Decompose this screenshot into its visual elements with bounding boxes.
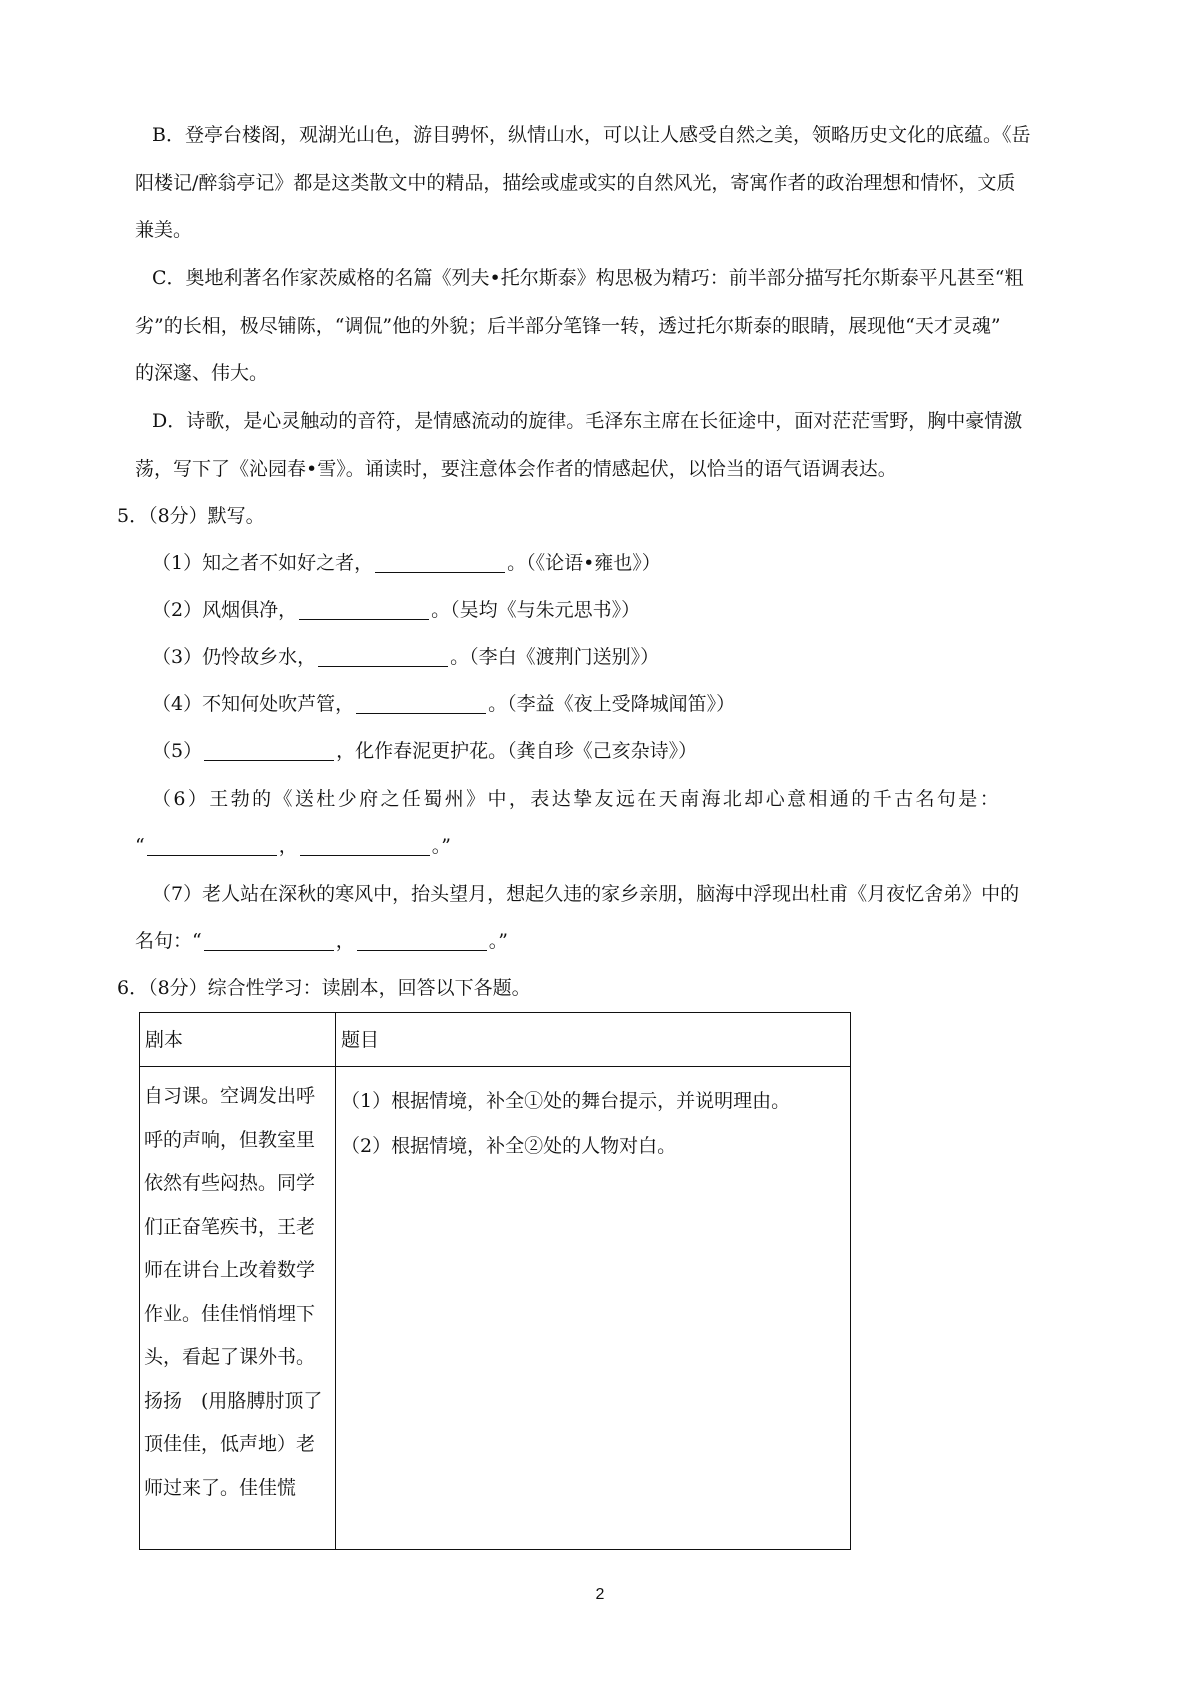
answer-blank[interactable] — [204, 928, 334, 951]
answer-blank[interactable] — [204, 738, 334, 761]
header-cell-script — [140, 1013, 336, 1067]
dictation-item-1 — [152, 540, 661, 588]
answer-blank[interactable] — [318, 644, 448, 667]
quote-open: “ — [135, 835, 145, 857]
question-6-2: （2）根据情境，补全②处的人物对白。 — [341, 1135, 677, 1157]
item-source: 。（《论语•雍也》） — [507, 552, 661, 574]
dictation-item-6-prompt: （6）王勃的《送杜少府之任蜀州》中，表达挚友远在天南海北却心意相通的千古名句是： — [152, 788, 1002, 810]
question-6-1: （1）根据情境，补全①处的舞台提示，并说明理由。 — [341, 1090, 791, 1112]
script-table — [139, 1012, 851, 1550]
item-prompt: （5） — [152, 740, 203, 762]
text-line: D．诗歌，是心灵触动的音符，是情感流动的旋律。毛泽东主席在长征途中，面对茫茫雪野，胸中豪情激 — [152, 410, 1023, 432]
question-6-title: 6．（8分）综合性学习：读剧本，回答以下各题。 — [117, 977, 531, 999]
text-line: 荡，写下了《沁园春•雪》。诵读时，要注意体会作者的情感起伏，以恰当的语气语调表达。 — [135, 457, 897, 480]
item-prompt: （1）知之者不如好之者， — [152, 552, 374, 574]
header-label: 题目 — [341, 1029, 380, 1051]
page-number: 2 — [595, 1586, 605, 1603]
item-prompt: （4）不知何处吹芦管， — [152, 693, 355, 715]
answer-blank[interactable] — [147, 833, 277, 856]
answer-blank[interactable] — [299, 597, 429, 620]
quote-close: 。” — [488, 930, 508, 952]
text-line: 劣”的长相，极尽铺陈，“调侃”他的外貌；后半部分笔锋一转，透过托尔斯泰的眼睛，展现他“天才灵魂” — [135, 314, 1001, 337]
table-row — [140, 1067, 851, 1550]
answer-blank[interactable] — [357, 928, 487, 951]
item-prompt: （3）仍怜故乡水， — [152, 646, 317, 668]
answer-blank[interactable] — [356, 691, 486, 714]
item-prompt: （2）风烟俱净， — [152, 599, 298, 621]
item-source: ，化作春泥更护花。（龚自珍《己亥杂诗》） — [336, 740, 698, 762]
item-source: 。（吴均《与朱元思书》） — [431, 599, 641, 621]
header-cell-questions — [336, 1013, 851, 1067]
quote-close: 。” — [431, 835, 451, 857]
script-text-cell: 自习课。空调发出呼呼的声响，但教室里依然有些闷热。同学们正奋笔疾书，王老师在讲台上改着数学作业。佳佳悄悄埋下头，看起了课外书。扬扬 (用胳膊肘顶了顶佳佳，低声地）老师过来了。佳佳慌 — [140, 1067, 336, 1550]
comma: ， — [335, 930, 355, 952]
answer-blank[interactable] — [300, 833, 430, 856]
text-line: B．登亭台楼阁，观湖光山色，游目骋怀，纵情山水，可以让人感受自然之美，领略历史文化的底蕴。《岳 — [152, 124, 1031, 146]
text-line: 阳楼记/醉翁亭记》都是这类散文中的精品，描绘或虚或实的自然风光，寄寓作者的政治理想和情怀，文质 — [135, 171, 1016, 194]
dictation-item-4 — [152, 681, 735, 729]
dictation-item-7-answer — [135, 918, 1105, 966]
dictation-item-5 — [152, 728, 697, 776]
item-source: 。（李益《夜上受降城闻笛》） — [488, 693, 736, 715]
item-source: 。（李白《渡荆门送别》） — [450, 646, 660, 668]
text-line: 兼美。 — [135, 219, 193, 241]
table-header-row — [140, 1013, 851, 1067]
text-line: 的深邃、伟大。 — [135, 362, 269, 384]
dictation-item-6-answer — [135, 823, 1105, 871]
dictation-item-2 — [152, 587, 640, 635]
dictation-item-3 — [152, 634, 659, 682]
questions-cell — [336, 1067, 851, 1550]
answer-blank[interactable] — [375, 550, 505, 573]
item-prompt: 名句：“ — [135, 930, 202, 952]
comma: ， — [278, 835, 298, 857]
question-5-title: 5．（8分）默写。 — [117, 505, 265, 527]
header-label: 剧本 — [145, 1029, 184, 1051]
text-line: C．奥地利著名作家茨威格的名篇《列夫•托尔斯泰》构思极为精巧：前半部分描写托尔斯泰平凡甚至“粗 — [152, 267, 1024, 289]
dictation-item-7-prompt: （7）老人站在深秋的寒风中，抬头望月，想起久违的家乡亲朋，脑海中浮现出杜甫《月夜忆舍弟》中的 — [152, 883, 1020, 905]
